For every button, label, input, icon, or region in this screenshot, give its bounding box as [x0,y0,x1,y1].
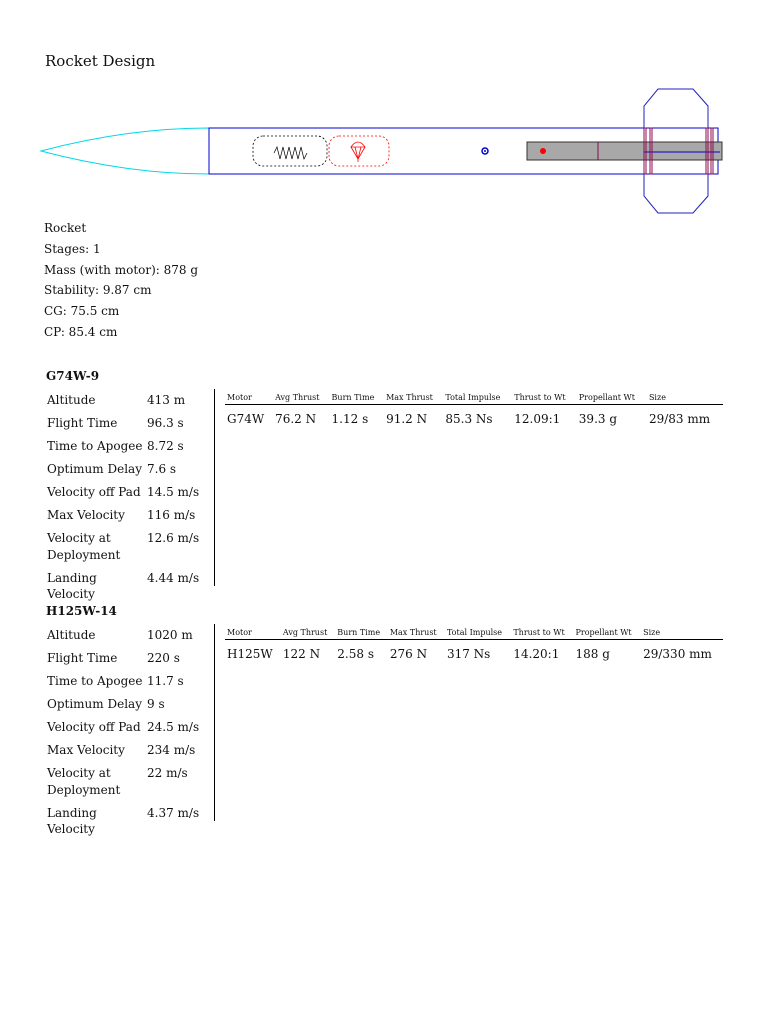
stat-row: Velocity off Pad 24.5 m/s [47,720,200,734]
rocket-diagram [38,86,728,218]
flight-section [45,367,735,601]
stability: Stability: 9.87 cm [44,283,152,298]
flight-section [45,602,735,836]
stat-row: Time to Apogee 8.72 s [47,439,184,453]
cp-marker [540,148,546,154]
stat-row: Velocity at Deployment 22 m/s [47,766,188,797]
stat-row: Optimum Delay 9 s [47,697,165,711]
stat-row: Flight Time 220 s [47,651,180,665]
divider [214,624,215,821]
flight-name: G74W-9 [46,369,100,383]
stat-row: Velocity at Deployment 12.6 m/s [47,531,200,562]
motor-tube [527,142,722,160]
parachute-icon [351,142,365,159]
stat-row: Max Velocity 116 m/s [47,508,196,522]
rocket-name: Rocket [44,221,87,235]
fin-top [644,89,708,128]
motor-header-row: Motor Avg Thrust Burn Time Max Thrust Total Impulse Thrust to Wt Propellant Wt Size [225,389,723,405]
divider [214,389,215,586]
page-title: Rocket Design [45,52,156,70]
stat-row: Landing Velocity 4.37 m/s [47,805,200,836]
flight-stats-table [45,389,215,606]
nose-cone [41,128,209,174]
parachute [329,136,389,166]
motor-table [225,389,723,427]
stat-row: Time to Apogee 11.7 s [47,674,184,688]
shock-cord-spring [274,147,307,159]
flight-stats-table [45,624,215,841]
motor-table [225,624,723,662]
motor-row: H125W 122 N 2.58 s 276 N 317 Ns 14.20:1 188 g 29/330 mm [227,647,712,661]
stat-row: Altitude 1020 m [47,628,193,642]
cp: CP: 85.4 cm [44,324,118,339]
stat-row: Flight Time 96.3 s [47,416,184,430]
fin-bottom [644,174,708,213]
stat-row: Max Velocity 234 m/s [47,743,196,757]
stat-row: Landing Velocity 4.44 m/s [47,570,200,601]
motor-header-row: Motor Avg Thrust Burn Time Max Thrust Total Impulse Thrust to Wt Propellant Wt Size [225,624,723,640]
mass: Mass (with motor): 878 g [44,262,199,277]
stat-row: Optimum Delay 7.6 s [47,462,177,476]
rocket-summary [44,218,198,343]
stat-row: Altitude 413 m [47,393,186,407]
flight-name: H125W-14 [46,604,117,618]
motor-row: G74W 76.2 N 1.12 s 91.2 N 85.3 Ns 12.09:1 39.3 g 29/83 mm [227,412,711,426]
stages: Stages: 1 [44,241,101,256]
stat-row: Velocity off Pad 14.5 m/s [47,485,200,499]
cg: CG: 75.5 cm [44,304,120,319]
